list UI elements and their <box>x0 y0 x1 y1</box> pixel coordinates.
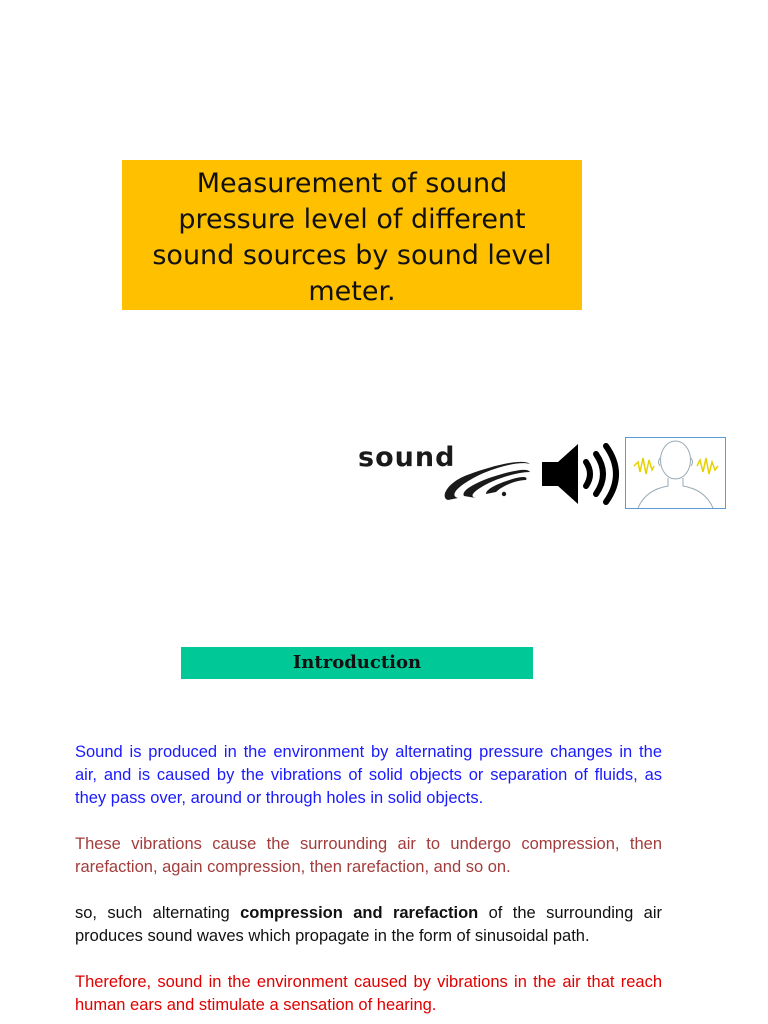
title-line-1: Measurement of sound <box>196 168 508 199</box>
introduction-heading: Introduction <box>181 647 533 679</box>
paragraph-sound-production: Sound is produced in the environment by alternating pressure changes in the air, and is caused by the vibrations of solid objects or separation of fluids, as they pass over, around or through holes in solid objects. <box>75 743 662 807</box>
sound-logo <box>356 440 538 506</box>
title-line-4: meter. <box>308 276 396 307</box>
paragraph-sound-waves-end: of the surrounding air produces sound waves which propagate in the form of sinusoidal path. <box>75 904 663 945</box>
paragraph-vibrations: These vibrations cause the surrounding air to undergo compression, then rarefaction, again compression, then rarefaction, and so on. <box>75 835 662 876</box>
paragraph-sound-waves <box>75 902 662 948</box>
head-hearing-image <box>625 437 726 509</box>
sound-logo-text: sound <box>358 442 456 473</box>
title-line-2: pressure level of different <box>178 204 526 235</box>
title-line-3: sound sources by sound level <box>152 240 552 271</box>
speaker-icon <box>540 440 626 508</box>
page-title <box>122 160 582 310</box>
paragraph-hearing: Therefore, sound in the environment caused by vibrations in the air that reach human ears and stimulate a sensation of hearing. <box>75 973 662 1014</box>
head-hearing-icon <box>626 438 725 508</box>
paragraph-sound-waves-start: so, such alternating <box>75 904 241 922</box>
sound-logo-swirl-icon <box>436 446 536 504</box>
paragraph-sound-waves-bold: compression and rarefaction <box>240 904 479 922</box>
